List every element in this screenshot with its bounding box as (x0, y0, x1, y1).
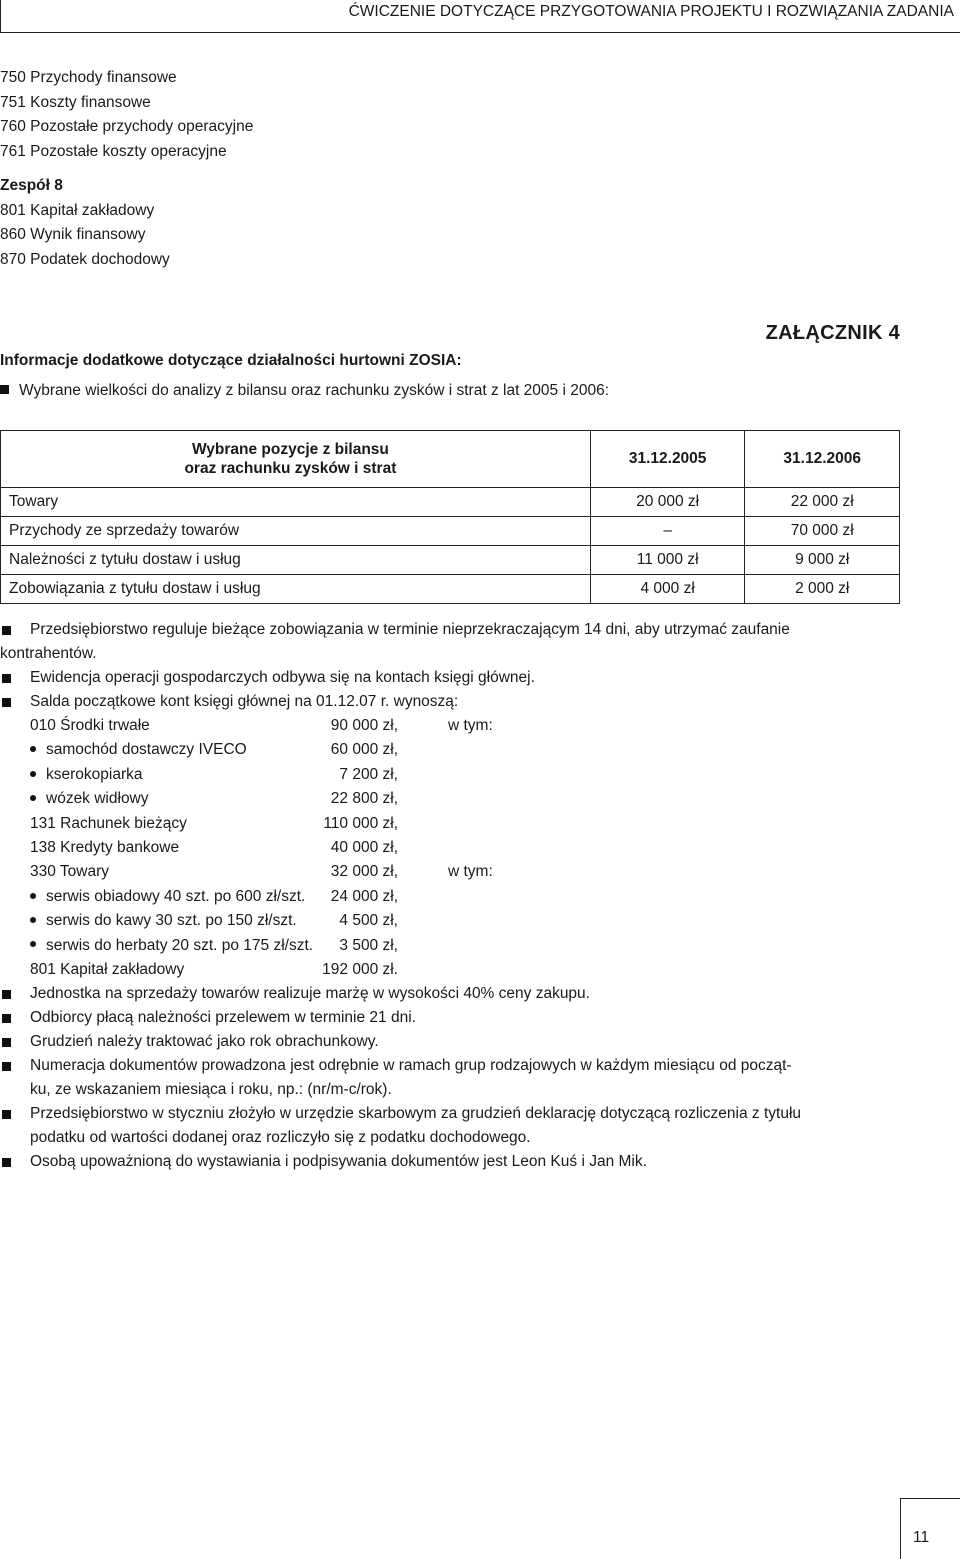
balance-label: 138 Kredyty bankowe (30, 838, 180, 856)
balance-label: 010 Środki trwałe (30, 717, 150, 734)
square-bullet-icon (2, 698, 11, 707)
table-cell-2006: 2 000 zł (745, 575, 900, 604)
note-item (0, 666, 910, 690)
balance-label: wózek widłowy (46, 790, 149, 808)
info-title: Informacje dodatkowe dotyczące działalności hurtowni ZOSIA: (0, 352, 462, 369)
balance-label: kserokopiarka (46, 765, 143, 783)
balance-row (0, 714, 910, 738)
bullet-dot-icon (30, 746, 36, 752)
table-row (1, 488, 900, 517)
note-text-continuation: podatku od wartości dodanej oraz rozliczyło się z podatku dochodowego. (30, 1129, 531, 1147)
balance-row (0, 763, 910, 787)
header-rule (0, 32, 960, 33)
balance-label: 330 Towary (30, 863, 109, 881)
square-bullet-icon (2, 1062, 11, 1071)
note-text: Grudzień należy traktować jako rok obrachunkowy. (30, 1033, 379, 1051)
table-cell-2005: 20 000 zł (590, 488, 745, 517)
note-item (0, 1150, 910, 1174)
balance-row (0, 958, 910, 982)
account-item: 801 Kapitał zakładowy (0, 201, 155, 219)
note-text-continuation: kontrahentów. (0, 645, 97, 662)
table-header-line: oraz rachunku zysków i strat (184, 460, 397, 477)
account-item: 860 Wynik finansowy (0, 226, 146, 243)
note-text: Salda początkowe kont księgi głównej na 01.12.07 r. wynoszą: (30, 693, 459, 710)
table-cell-label: Zobowiązania z tytułu dostaw i usług (1, 575, 591, 604)
account-item: 751 Koszty finansowe (0, 93, 151, 111)
balance-list (0, 714, 910, 982)
account-list (0, 66, 253, 272)
table-cell-2005: 4 000 zł (590, 575, 745, 604)
balance-label: serwis obiadowy 40 szt. po 600 zł/szt. (46, 887, 306, 905)
balance-value: 110 000 zł, (323, 814, 398, 832)
table-cell-label: Należności z tytułu dostaw i usług (1, 546, 591, 575)
balance-value: 22 800 zł, (330, 790, 398, 808)
info-subtitle (0, 382, 609, 400)
balance-label: samochód dostawczy IVECO (46, 741, 247, 759)
balance-row (0, 738, 910, 762)
page-header (0, 0, 960, 30)
balance-suffix: w tym: (448, 717, 493, 734)
square-bullet-icon (2, 626, 11, 635)
square-bullet-icon (0, 385, 9, 394)
balance-suffix: w tym: (448, 863, 493, 881)
account-item: 750 Przychody finansowe (0, 69, 177, 86)
bullet-dot-icon (30, 941, 36, 947)
note-text: Numeracja dokumentów prowadzona jest odrębnie w ramach grup rodzajowych w każdym miesiącu od począt- (30, 1057, 792, 1075)
square-bullet-icon (2, 674, 11, 683)
balance-value: 4 500 zł, (339, 912, 398, 930)
financial-table (0, 430, 900, 604)
balance-row (0, 836, 910, 860)
note-item (0, 1054, 910, 1078)
page-number: 11 (913, 1529, 930, 1546)
square-bullet-icon (2, 1158, 11, 1167)
account-item: 760 Pozostałe przychody operacyjne (0, 118, 254, 135)
group-title: Zespół 8 (0, 177, 63, 194)
table-row (1, 575, 900, 604)
balance-label: 131 Rachunek bieżący (30, 814, 187, 832)
table-row (1, 546, 900, 575)
table-header-2006: 31.12.2006 (745, 431, 900, 488)
header-divider (0, 0, 1, 33)
balance-value: 90 000 zł, (330, 717, 398, 734)
note-text: Przedsiębiorstwo w styczniu złożyło w urzędzie skarbowym za grudzień deklarację dotyczącą rozliczenia z tytułu (30, 1105, 802, 1123)
balance-row (0, 787, 910, 811)
balance-value: 192 000 zł. (322, 960, 398, 978)
table-header-line: Wybrane pozycje z bilansu (191, 441, 389, 458)
balance-value: 7 200 zł, (339, 765, 398, 783)
account-item: 761 Pozostałe koszty operacyjne (0, 142, 227, 160)
table-cell-2005: 11 000 zł (590, 546, 745, 575)
balance-label: serwis do herbaty 20 szt. po 175 zł/szt. (46, 936, 314, 954)
bullet-dot-icon (30, 917, 36, 923)
table-header-row (1, 431, 900, 488)
balance-value: 3 500 zł, (339, 936, 398, 954)
balance-label: serwis do kawy 30 szt. po 150 zł/szt. (46, 912, 297, 930)
note-item (0, 1030, 910, 1054)
bullet-dot-icon (30, 795, 36, 801)
note-text: Ewidencja operacji gospodarczych odbywa się na kontach księgi głównej. (30, 669, 535, 686)
square-bullet-icon (2, 1038, 11, 1047)
balance-value: 32 000 zł, (330, 863, 398, 881)
note-item (0, 1006, 910, 1030)
balance-value: 60 000 zł, (330, 741, 398, 759)
note-text: Przedsiębiorstwo reguluje bieżące zobowiązania w terminie nieprzekraczającym 14 dni, aby utrzymać zaufanie (30, 621, 790, 638)
note-item (0, 618, 910, 642)
note-text: Jednostka na sprzedaży towarów realizuje marżę w wysokości 40% ceny zakupu. (30, 985, 590, 1003)
square-bullet-icon (2, 990, 11, 999)
header-title: ĆWICZENIE DOTYCZĄCE PRZYGOTOWANIA PROJEKTU I ROZWIĄZANIA ZADANIA (348, 3, 954, 20)
bullet-dot-icon (30, 893, 36, 899)
info-subtitle-text: Wybrane wielkości do analizy z bilansu oraz rachunku zysków i strat z lat 2005 i 2006: (19, 382, 610, 399)
annex-title: ZAŁĄCZNIK 4 (765, 322, 900, 344)
balance-row (0, 860, 910, 884)
table-cell-label: Towary (1, 488, 591, 517)
table-cell-2005: – (590, 517, 745, 546)
table-header-label (1, 431, 591, 488)
table-header-2005: 31.12.2005 (590, 431, 745, 488)
bullet-dot-icon (30, 771, 36, 777)
square-bullet-icon (2, 1110, 11, 1119)
note-item (0, 690, 910, 714)
balance-row (0, 934, 910, 958)
balance-row (0, 885, 910, 909)
square-bullet-icon (2, 1014, 11, 1023)
note-text: Osobą upoważnioną do wystawiania i podpisywania dokumentów jest Leon Kuś i Jan Mik. (30, 1153, 647, 1171)
table-cell-2006: 70 000 zł (745, 517, 900, 546)
page-number-box (900, 1498, 960, 1559)
table-cell-2006: 22 000 zł (745, 488, 900, 517)
balance-row (0, 812, 910, 836)
notes-section (0, 618, 910, 1174)
table-cell-label: Przychody ze sprzedaży towarów (1, 517, 591, 546)
note-text: Odbiorcy płacą należności przelewem w terminie 21 dni. (30, 1009, 416, 1027)
table-cell-2006: 9 000 zł (745, 546, 900, 575)
note-text-continuation: ku, ze wskazaniem miesiąca i roku, np.: (nr/m-c/rok). (30, 1081, 392, 1099)
balance-value: 40 000 zł, (330, 838, 398, 856)
table-row (1, 517, 900, 546)
balance-row (0, 909, 910, 933)
balance-label: 801 Kapitał zakładowy (30, 960, 185, 978)
account-item: 870 Podatek dochodowy (0, 250, 170, 268)
note-item (0, 1102, 910, 1126)
balance-value: 24 000 zł, (330, 887, 398, 905)
note-item (0, 982, 910, 1006)
